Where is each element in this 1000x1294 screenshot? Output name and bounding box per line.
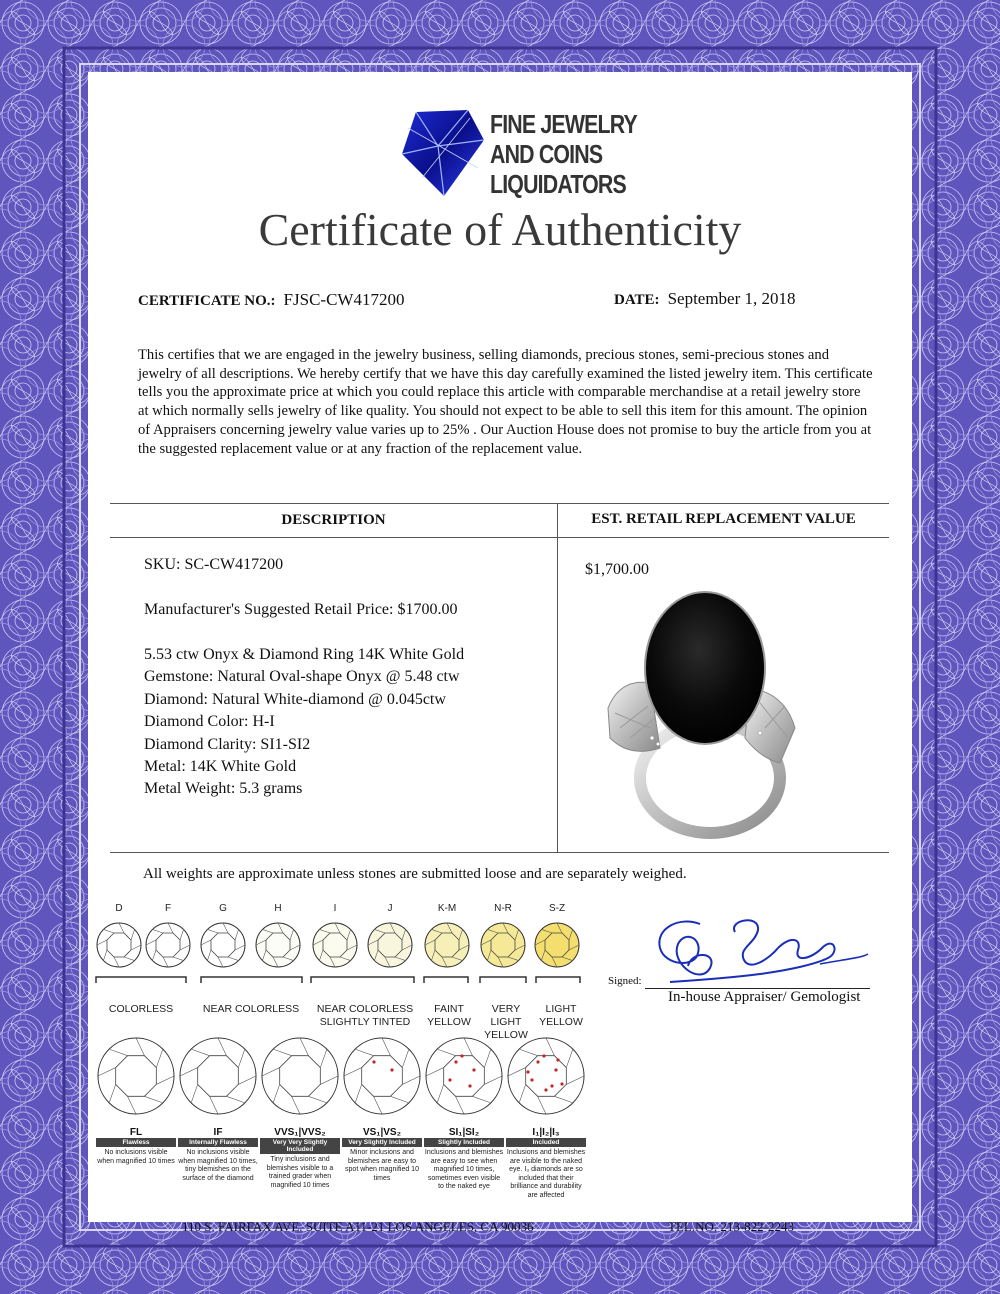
signed-label: Signed: bbox=[608, 975, 642, 987]
color-group-bracket bbox=[536, 977, 580, 983]
clarity-diamond bbox=[342, 1034, 422, 1118]
logo-line-2: AND COINS bbox=[490, 139, 603, 169]
color-grade-diamond bbox=[481, 923, 525, 967]
inclusion-mark bbox=[454, 1060, 457, 1063]
clarity-grade-description: Inclusions and blemishes are visible to the naked eye. I₃ diamonds are so included that their brilliance and durability are affected bbox=[506, 1149, 586, 1199]
color-group-bracket bbox=[424, 977, 468, 983]
inclusion-mark bbox=[460, 1054, 463, 1057]
inclusion-mark bbox=[468, 1084, 471, 1087]
retail-value: $1,700.00 bbox=[585, 561, 649, 578]
color-grade-label: S-Z bbox=[548, 903, 566, 914]
clarity-scale bbox=[96, 1034, 592, 1214]
clarity-grade-column bbox=[178, 1034, 258, 1183]
sku: SKU: SC-CW417200 bbox=[144, 556, 284, 573]
caption-line: VERY LIGHT bbox=[490, 1003, 522, 1028]
inclusion-mark bbox=[544, 1088, 547, 1091]
clarity-grade-name: Flawless bbox=[96, 1138, 176, 1147]
inclusion-mark bbox=[554, 1068, 557, 1071]
color-grade-label: N-R bbox=[494, 903, 512, 914]
inclusion-mark bbox=[472, 1068, 475, 1071]
ring-image bbox=[600, 588, 800, 848]
clarity-grade-name: Included bbox=[506, 1138, 586, 1147]
inclusion-mark bbox=[560, 1082, 563, 1085]
detail-line: 5.53 ctw Onyx & Diamond Ring 14K White Gold bbox=[144, 646, 465, 663]
footer-phone: TEL.NO. 213-822-2243 bbox=[668, 1219, 795, 1234]
clarity-diamond bbox=[424, 1034, 504, 1118]
certificate-number: FJSC-CW417200 bbox=[283, 290, 405, 309]
table-top-rule bbox=[110, 503, 889, 504]
detail-line: Gemstone: Natural Oval-shape Onyx @ 5.48 ctw bbox=[144, 668, 460, 686]
certification-statement: This certifies that we are engaged in the jewelry business, selling diamonds, precious stones, semi-precious stones and jewelry of all descriptions. We hereby certify that we have this day carefully examined the listed jewelry item. This certificate tells you the approximate price at which you could replace this article with comparable merchandise at a retail jewelry store at which normally sells jewelry of like quality. You should not expect to be able to sell this item for this amount. The opinion of Appraisers concerning jewelry value varies up to 25% . Our Auction House does not promise to buy the article from you at the suggested replacement value or at any fraction of the replacement value. bbox=[138, 347, 873, 457]
detail-line: Metal: 14K White Gold bbox=[144, 758, 297, 776]
color-grade-label: H bbox=[274, 903, 282, 914]
clarity-grade-label: SI₁|SI₂ bbox=[448, 1127, 480, 1138]
clarity-diamond bbox=[96, 1034, 176, 1118]
color-grade-diamond bbox=[256, 923, 300, 967]
signature-image bbox=[640, 908, 870, 990]
clarity-grade-column bbox=[260, 1034, 340, 1190]
clarity-grade-column bbox=[424, 1034, 504, 1192]
footer-address: 110 S. FAIRFAX AVE. SUITE A11-21 LOS ANGELES, CA 90036 bbox=[182, 1219, 534, 1234]
clarity-grade-label: VVS₁|VVS₂ bbox=[274, 1127, 326, 1138]
caption-line: COLORLESS bbox=[108, 1003, 174, 1015]
clarity-grade-description: Inclusions and blemishes are easy to see when magnified 10 times, sometimes even visible to the naked eye bbox=[424, 1149, 504, 1191]
caption-line: FAINT bbox=[434, 1003, 464, 1015]
clarity-grade-label: VS₁|VS₂ bbox=[362, 1127, 402, 1138]
description-header: DESCRIPTION bbox=[281, 512, 386, 528]
color-grade-diamond bbox=[425, 923, 469, 967]
inclusion-mark bbox=[390, 1068, 393, 1071]
table-header-rule bbox=[110, 537, 889, 538]
caption-line: LIGHT bbox=[545, 1003, 577, 1015]
clarity-grade-column bbox=[506, 1034, 586, 1201]
msrp: Manufacturer's Suggested Retail Price: $1700.00 bbox=[144, 601, 458, 618]
color-caption bbox=[306, 1003, 424, 1029]
caption-line: YELLOW bbox=[427, 1016, 471, 1028]
clarity-grade-name: Slightly Included bbox=[424, 1138, 504, 1147]
clarity-grade-description: Minor inclusions and blemishes are easy to spot when magnified 10 times bbox=[345, 1149, 419, 1182]
detail-line: Diamond: Natural White-diamond @ 0.045ctw bbox=[144, 690, 446, 708]
caption-line: NEAR COLORLESS bbox=[316, 1003, 414, 1015]
color-caption bbox=[422, 1003, 476, 1029]
weights-note: All weights are approximate unless stones are submitted loose and are separately weighed. bbox=[143, 866, 687, 882]
inclusion-mark bbox=[550, 1084, 553, 1087]
detail-line: Metal Weight: 5.3 grams bbox=[144, 780, 303, 798]
color-grade-label: J bbox=[387, 903, 393, 914]
color-caption bbox=[196, 1003, 306, 1016]
clarity-grade-name: Internally Flawless bbox=[178, 1138, 258, 1147]
color-group-bracket bbox=[480, 977, 526, 983]
clarity-grade-column bbox=[342, 1034, 422, 1183]
clarity-grade-label: I₁|I₂|I₃ bbox=[532, 1127, 560, 1138]
detail-line: Diamond Color: H-I bbox=[144, 713, 275, 731]
clarity-diamond bbox=[178, 1034, 258, 1118]
logo-line-1: FINE JEWELRY bbox=[490, 109, 637, 139]
inclusion-mark bbox=[530, 1078, 533, 1081]
date-label: DATE: bbox=[614, 292, 660, 308]
date-row bbox=[614, 289, 796, 309]
clarity-grade-description: No inclusions visible when magnified 10 times bbox=[97, 1149, 175, 1165]
color-grade-label: G bbox=[219, 903, 227, 914]
clarity-grade-label: IF bbox=[213, 1127, 223, 1138]
clarity-grade-description: Tiny inclusions and blemishes visible to a trained grader when magnified 10 times bbox=[266, 1156, 334, 1189]
color-group-bracket bbox=[96, 977, 186, 983]
certificate-number-label: CERTIFICATE NO.: bbox=[138, 293, 276, 309]
clarity-grade-name: Very Very Slightly Included bbox=[260, 1138, 340, 1154]
certificate-number-row bbox=[138, 290, 404, 310]
clarity-diamond bbox=[260, 1034, 340, 1118]
clarity-grade-description: No inclusions visible when magnified 10 times, tiny blemishes on the surface of the diamond bbox=[178, 1149, 258, 1182]
color-caption bbox=[96, 1003, 186, 1016]
color-grade-diamond bbox=[313, 923, 357, 967]
clarity-grade-column bbox=[96, 1034, 176, 1166]
appraiser-role: In-house Appraiser/ Gemologist bbox=[668, 989, 861, 1005]
color-grade-diamond bbox=[368, 923, 412, 967]
color-grade-label: I bbox=[333, 903, 337, 914]
color-scale-graphic bbox=[90, 895, 590, 990]
inclusion-mark bbox=[536, 1060, 539, 1063]
gem-icon bbox=[398, 108, 486, 198]
inclusion-mark bbox=[448, 1078, 451, 1081]
color-grade-diamond bbox=[201, 923, 245, 967]
clarity-diamond bbox=[506, 1034, 586, 1118]
color-grade-label: K-M bbox=[437, 903, 457, 914]
inclusion-mark bbox=[556, 1058, 559, 1061]
color-grade-diamond bbox=[97, 923, 141, 967]
item-details bbox=[144, 644, 464, 801]
table-bottom-rule bbox=[110, 852, 889, 853]
color-grade-label: F bbox=[164, 903, 172, 914]
color-group-bracket bbox=[311, 977, 414, 983]
inclusion-mark bbox=[526, 1070, 529, 1073]
table-column-divider bbox=[557, 503, 558, 853]
caption-line: YELLOW bbox=[539, 1016, 583, 1028]
caption-line: NEAR COLORLESS bbox=[202, 1003, 300, 1015]
value-header: EST. RETAIL REPLACEMENT VALUE bbox=[591, 511, 856, 527]
clarity-grade-name: Very Slightly Included bbox=[342, 1138, 422, 1147]
date-value: September 1, 2018 bbox=[667, 289, 796, 308]
color-caption bbox=[534, 1003, 588, 1029]
inclusion-mark bbox=[372, 1060, 375, 1063]
logo-line-3: LIQUIDATORS bbox=[490, 169, 626, 199]
caption-line: SLIGHTLY TINTED bbox=[319, 1016, 411, 1028]
caption-line: YELLOW bbox=[484, 1029, 528, 1041]
color-grade-diamond bbox=[146, 923, 190, 967]
color-group-bracket bbox=[201, 977, 302, 983]
color-grade-diamond bbox=[535, 923, 579, 967]
clarity-grade-label: FL bbox=[129, 1127, 143, 1138]
inclusion-mark bbox=[542, 1054, 545, 1057]
certificate-title: Certificate of Authenticity bbox=[258, 204, 742, 255]
detail-line: Diamond Clarity: SI1-SI2 bbox=[144, 735, 311, 753]
color-grade-label: D bbox=[115, 903, 123, 914]
